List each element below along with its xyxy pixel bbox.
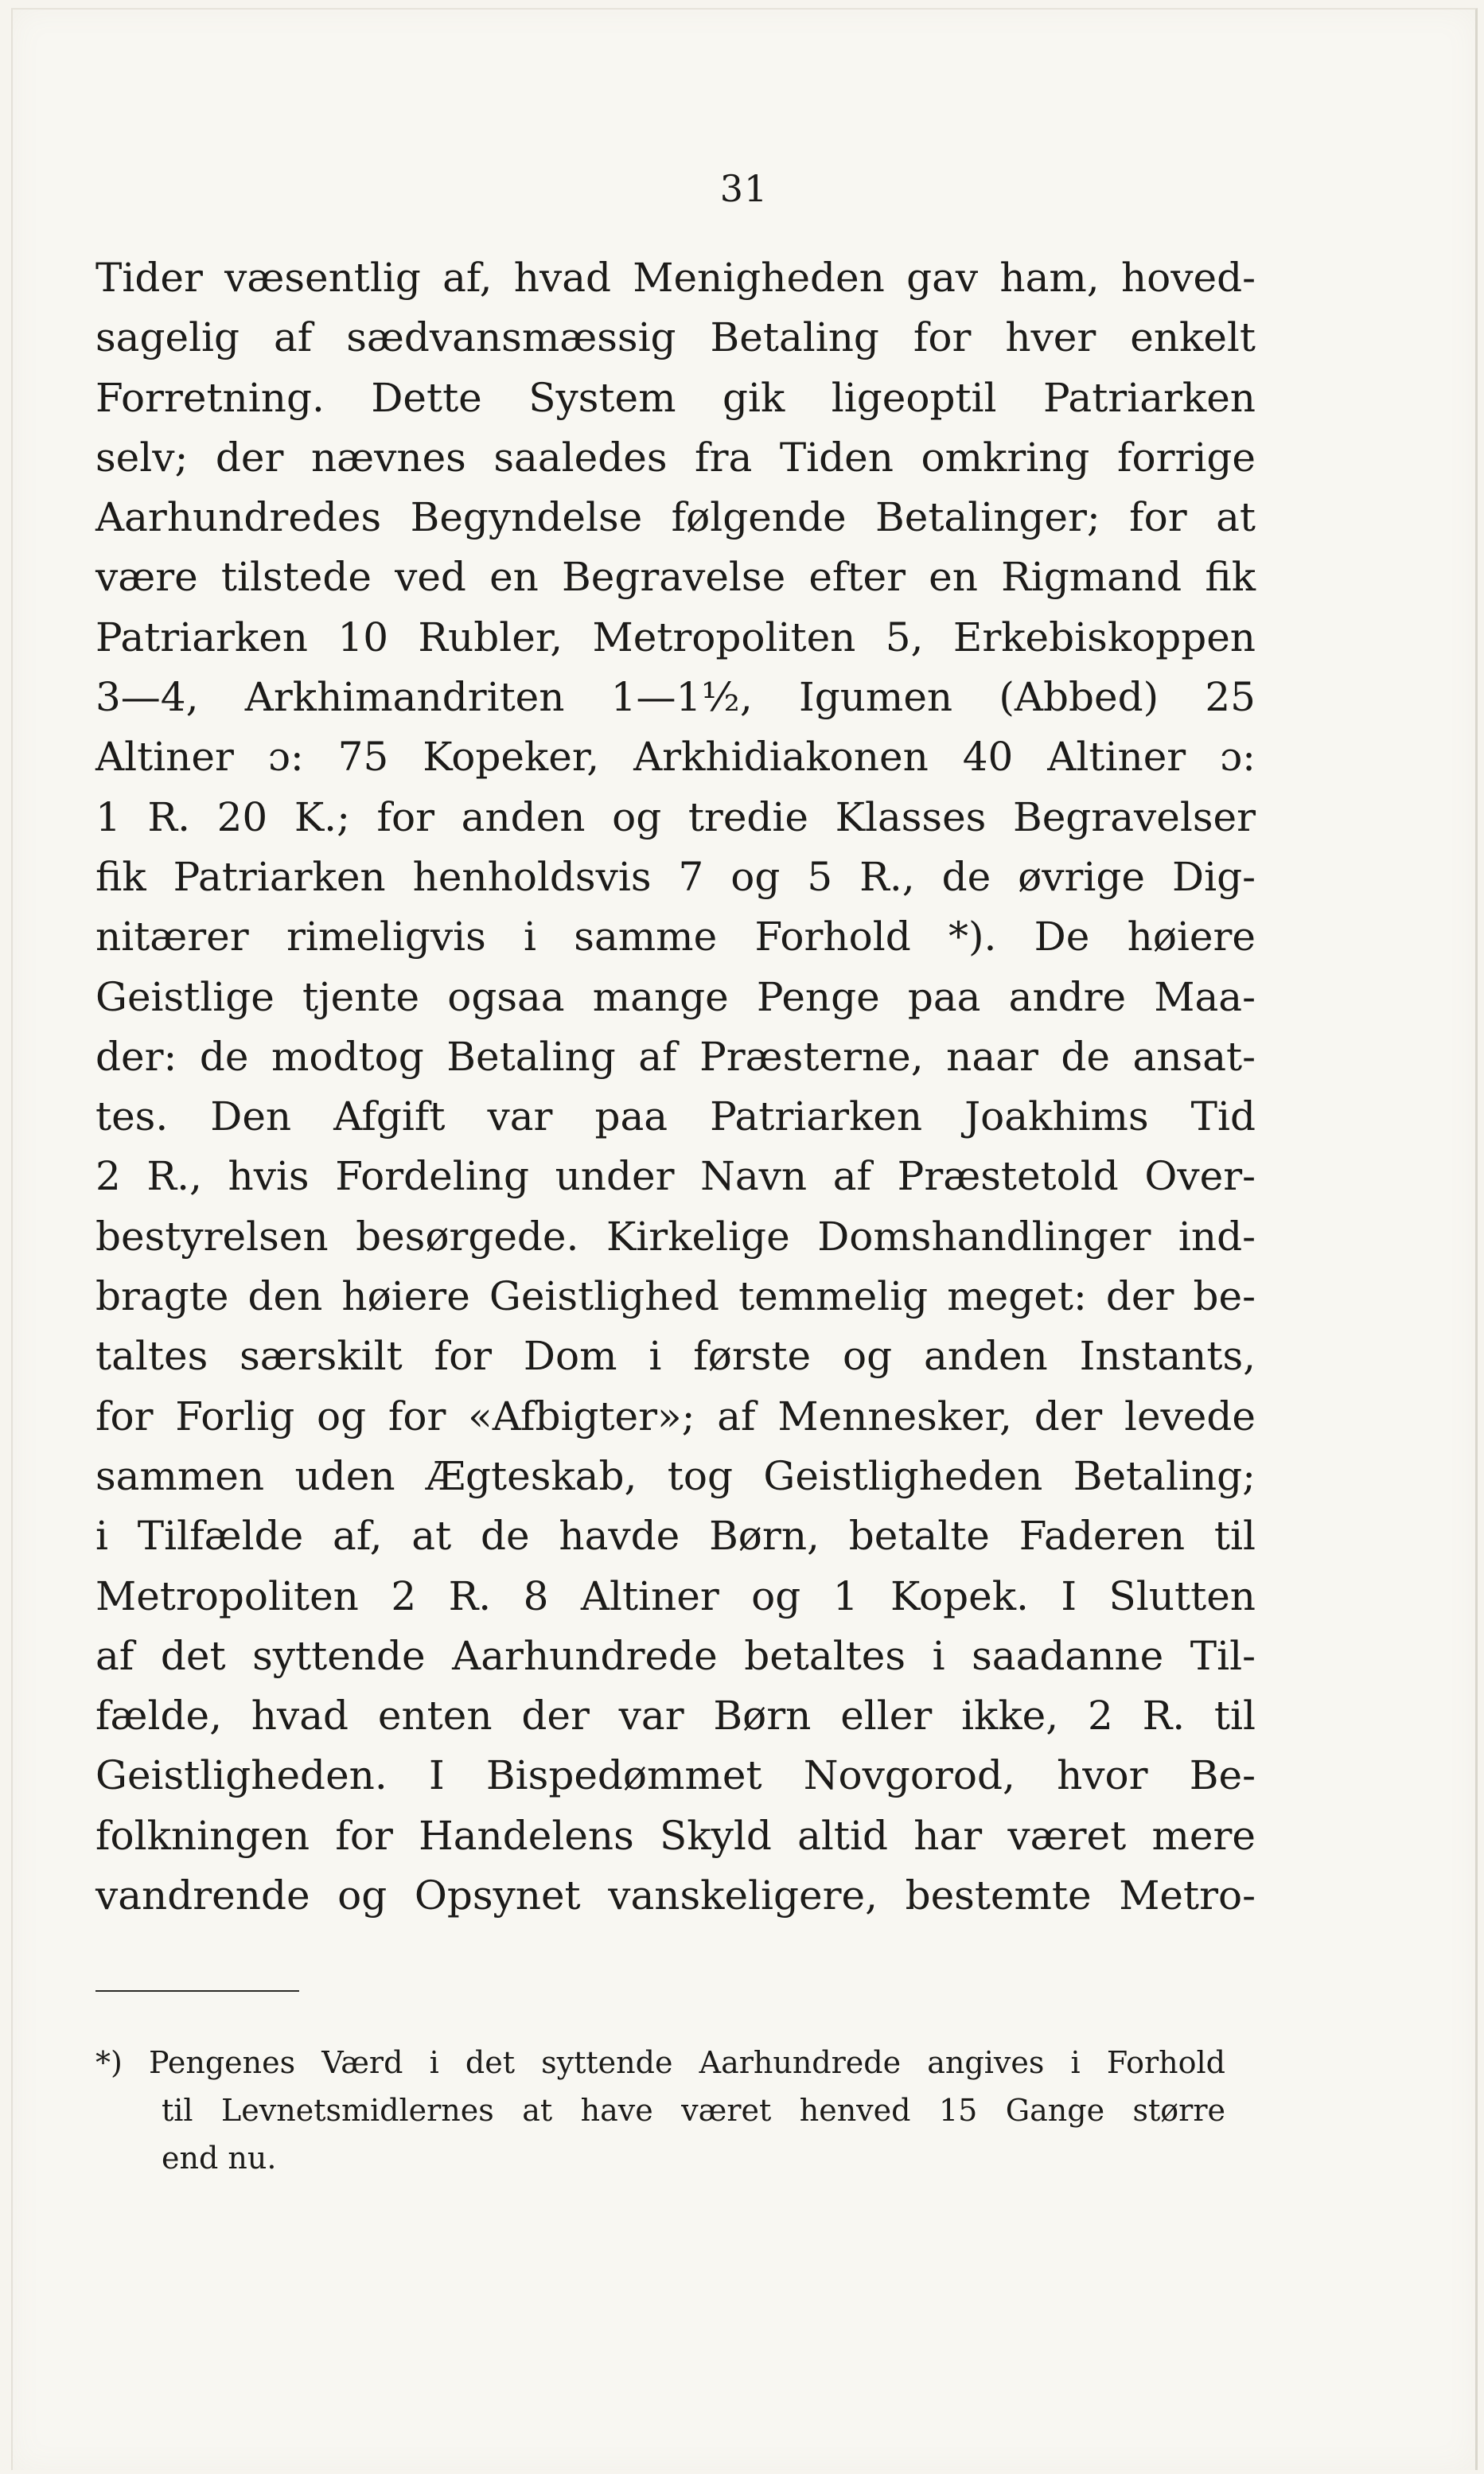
footnote xyxy=(95,2039,1225,2182)
text-line: for Forlig og for «Afbigter»; af Mennesker, der levede xyxy=(95,1393,1256,1440)
text-line: Aarhundredes Begyndelse følgende Betalinger; for at xyxy=(95,494,1256,541)
text-line: sagelig af sædvansmæssig Betaling for hver enkelt xyxy=(95,314,1256,361)
text-line: Metropoliten 2 R. 8 Altiner og 1 Kopek. I Slutten xyxy=(95,1572,1256,1619)
text-line: bestyrelsen besørgede. Kirkelige Domshandlinger ind- xyxy=(95,1213,1256,1260)
footnote-line: *) Pengenes Værd i det syttende Aarhundrede angives i Forhold xyxy=(95,2045,1225,2080)
text-line: Altiner ɔ: 75 Kopeker, Arkhidiakonen 40 Altiner ɔ: xyxy=(95,734,1256,781)
text-line: Patriarken 10 Rubler, Metropoliten 5, Erkebiskoppen xyxy=(95,614,1256,660)
text-line: nitærer rimeligvis i samme Forhold *). De høiere xyxy=(95,914,1256,960)
body-text xyxy=(95,248,1256,1926)
book-page xyxy=(11,8,1478,2470)
text-line: sammen uden Ægteskab, tog Geistligheden Betaling; xyxy=(95,1452,1256,1499)
text-line: fik Patriarken henholdsvis 7 og 5 R., de øvrige Dig- xyxy=(95,853,1256,900)
text-line: Geistlige tjente ogsaa mange Penge paa andre Maa- xyxy=(95,973,1256,1020)
text-line: selv; der nævnes saaledes fra Tiden omkring forrige xyxy=(95,434,1256,481)
text-line: af det syttende Aarhundrede betaltes i saadanne Til- xyxy=(95,1632,1256,1679)
text-line: 1 R. 20 K.; for anden og tredie Klasses Begravelser xyxy=(95,793,1256,840)
text-line: fælde, hvad enten der var Børn eller ikke, 2 R. til xyxy=(95,1693,1256,1740)
text-line: folkningen for Handelens Skyld altid har været mere xyxy=(95,1812,1256,1859)
page-number: 31 xyxy=(719,167,769,210)
text-line: vandrende og Opsynet vanskeligere, bestemte Metro- xyxy=(95,1872,1256,1919)
text-line: 2 R., hvis Fordeling under Navn af Præstetold Over- xyxy=(95,1153,1256,1200)
text-line: 3—4, Arkhimandriten 1—1½, Igumen (Abbed) 25 xyxy=(95,674,1256,721)
text-line: taltes særskilt for Dom i første og anden Instants, xyxy=(95,1333,1256,1380)
text-line: tes. Den Afgift var paa Patriarken Joakhims Tid xyxy=(95,1093,1256,1140)
text-line: være tilstede ved en Begravelse efter en Rigmand fik xyxy=(95,554,1256,601)
text-line: i Tilfælde af, at de havde Børn, betalte Faderen til xyxy=(95,1513,1256,1560)
footnote-line: til Levnetsmidlernes at have været henved 15 Gange større xyxy=(162,2093,1225,2128)
text-line: der: de modtog Betaling af Præsterne, naar de ansat- xyxy=(95,1033,1256,1080)
footnote-line: end nu. xyxy=(162,2141,277,2176)
footnote-divider xyxy=(95,1990,299,1992)
text-line: Tider væsentlig af, hvad Menigheden gav ham, hoved- xyxy=(95,255,1256,301)
text-line: Forretning. Dette System gik ligeoptil Patriarken xyxy=(95,374,1256,421)
text-line: bragte den høiere Geistlighed temmelig meget: der be- xyxy=(95,1273,1256,1320)
text-line: Geistligheden. I Bispedømmet Novgorod, hvor Be- xyxy=(95,1752,1256,1799)
